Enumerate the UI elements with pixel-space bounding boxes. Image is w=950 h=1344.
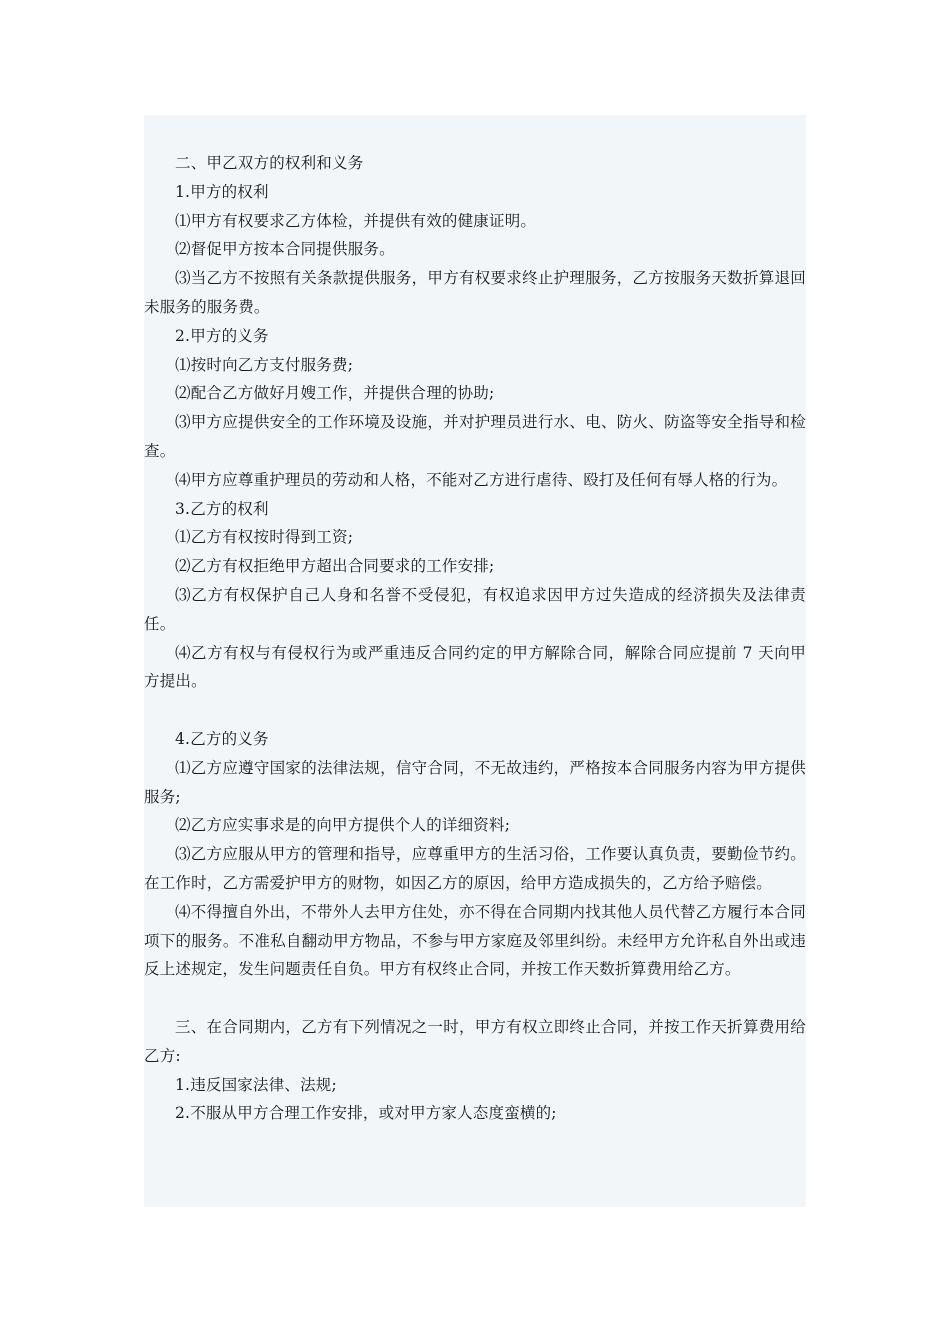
clause-paragraph: ⑶甲方应提供安全的工作环境及设施，并对护理员进行水、电、防火、防盗等安全指导和检查。 <box>144 413 806 460</box>
clause-paragraph: ⑴乙方应遵守国家的法律法规，信守合同，不无故违约，严格按本合同服务内容为甲方提供服务; <box>144 758 806 806</box>
clause-paragraph: ⑷乙方有权与有侵权行为或严重违反合同约定的甲方解除合同，解除合同应提前 7 天向甲方提出。 <box>144 643 806 691</box>
clause-paragraph: 2.不服从甲方合理工作安排，或对甲方家人态度蛮横的; <box>175 1104 557 1123</box>
subsection-heading: 1.甲方的权利 <box>175 182 269 201</box>
clause-paragraph: ⑵乙方有权拒绝甲方超出合同要求的工作安排; <box>175 557 495 576</box>
document-page <box>144 115 806 1207</box>
clause-paragraph: ⑵督促甲方按本合同提供服务。 <box>175 240 395 259</box>
clause-paragraph: ⑶乙方应服从甲方的管理和指导，应尊重甲方的生活习俗，工作要认真负责，要勤俭节约。在工作时，乙方需爱护甲方的财物，如因乙方的原因，给甲方造成损失的，乙方给予赔偿。 <box>144 845 806 892</box>
clause-paragraph: ⑴乙方有权按时得到工资; <box>175 528 354 547</box>
subsection-heading: 3.乙方的权利 <box>175 499 269 518</box>
subsection-heading: 4.乙方的义务 <box>175 729 269 748</box>
clause-paragraph: ⑷甲方应尊重护理员的劳动和人格，不能对乙方进行虐待、殴打及任何有辱人格的行为。 <box>175 470 788 489</box>
blank-line <box>144 696 806 725</box>
clause-paragraph: ⑵配合乙方做好月嫂工作，并提供合理的协助; <box>175 384 495 403</box>
clause-paragraph: 1.违反国家法律、法规; <box>175 1075 337 1094</box>
clause-paragraph: ⑴按时向乙方支付服务费; <box>175 355 354 374</box>
clause-paragraph: ⑶乙方有权保护自己人身和名誉不受侵犯，有权追求因甲方过失造成的经济损失及法律责任。 <box>144 585 806 633</box>
section-heading: 二、甲乙双方的权利和义务 <box>175 154 364 172</box>
clause-paragraph: ⑷不得擅自外出，不带外人去甲方住处，亦不得在合同期内找其他人员代替乙方履行本合同项下的服务。不准私自翻动甲方物品，不参与甲方家庭及邻里纠纷。未经甲方允许私自外出或违反上述规定，发生问题责任自负。甲方有权终止合同，并按工作天数折算费用给乙方。 <box>144 902 806 979</box>
subsection-heading: 2.甲方的义务 <box>175 326 269 345</box>
section-heading: 三、在合同期内，乙方有下列情况之一时，甲方有权立即终止合同，并按工作天折算费用给乙方: <box>144 1017 806 1065</box>
clause-paragraph: ⑶当乙方不按照有关条款提供服务，甲方有权要求终止护理服务，乙方按服务天数折算退回未服务的服务费。 <box>144 269 806 316</box>
blank-line <box>144 984 806 1013</box>
clause-paragraph: ⑴甲方有权要求乙方体检，并提供有效的健康证明。 <box>175 211 537 230</box>
clause-paragraph: ⑵乙方应实事求是的向甲方提供个人的详细资料; <box>175 816 511 835</box>
